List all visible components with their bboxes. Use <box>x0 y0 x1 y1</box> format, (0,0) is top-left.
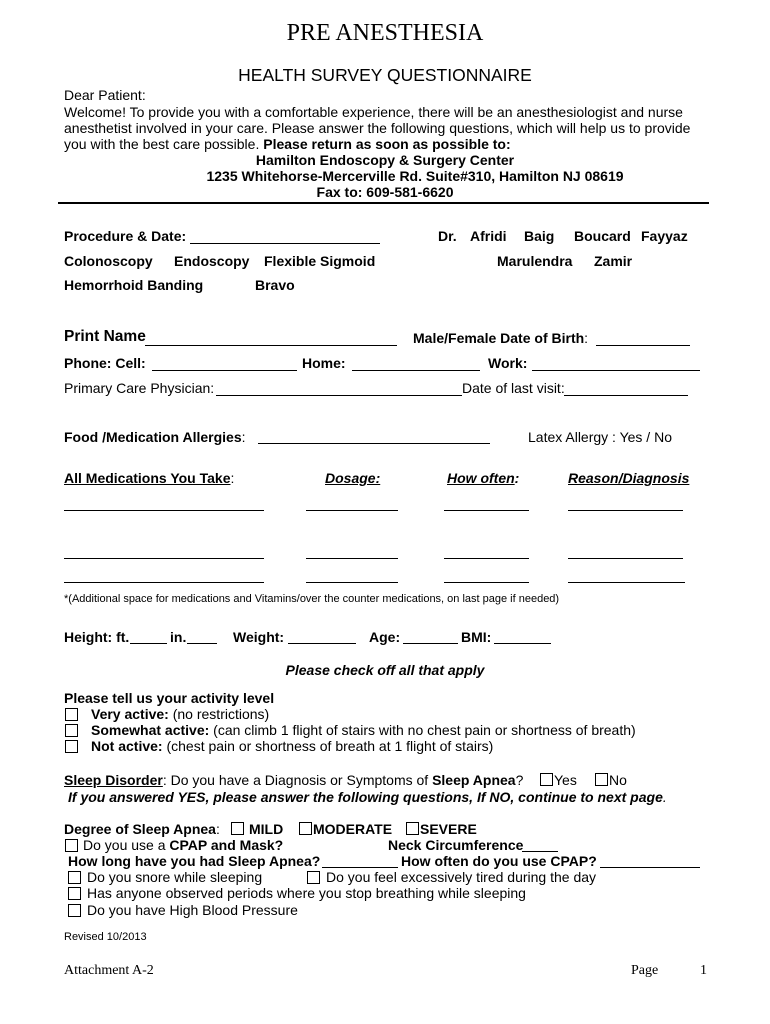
work-phone-label: Work: <box>488 355 528 371</box>
how-long-label: How long have you had Sleep Apnea? <box>68 853 321 869</box>
moderate-checkbox[interactable] <box>299 822 312 835</box>
cpap-checkbox[interactable] <box>65 839 78 852</box>
center-address: 1235 Whitehorse-Mercerville Rd. Suite#310, Hamilton NJ 08619 <box>206 168 624 184</box>
intro-line-2: anesthetist involved in your care. Please answer the following questions, which will help us to provide <box>64 120 691 136</box>
age-label: Age: <box>369 629 401 645</box>
med-often-field[interactable] <box>444 582 529 583</box>
medications-note: *(Additional space for medications and Vitamins/over the counter medications, on last page if needed) <box>64 593 560 605</box>
activity-heading: Please tell us your activity level <box>64 690 275 706</box>
center-fax: Fax to: 609-581-6620 <box>316 184 454 200</box>
sleep-apnea-yes-label: Yes <box>554 772 577 788</box>
last-visit-field[interactable] <box>564 395 688 396</box>
neck-circumference-field[interactable] <box>522 851 558 852</box>
very-active-option: Very active: (no restrictions) <box>91 706 270 722</box>
doctor-marulendra[interactable]: Marulendra <box>497 253 573 269</box>
sleep-apnea-no-checkbox[interactable] <box>595 773 608 786</box>
doctor-boucard[interactable]: Boucard <box>574 228 631 244</box>
tired-checkbox[interactable] <box>307 871 320 884</box>
intro-line-3: you with the best care possible. Please return as soon as possible to: <box>64 136 511 152</box>
high-bp-checkbox[interactable] <box>68 904 81 917</box>
doctor-afridi[interactable]: Afridi <box>470 228 507 244</box>
snore-label: Do you snore while sleeping <box>87 869 263 885</box>
page-label: Page <box>631 963 659 978</box>
sleep-apnea-yes-checkbox[interactable] <box>540 773 553 786</box>
procedure-colonoscopy[interactable]: Colonoscopy <box>64 253 153 269</box>
med-dosage-field[interactable] <box>306 582 398 583</box>
procedure-date-field[interactable] <box>190 243 380 244</box>
somewhat-active-checkbox[interactable] <box>65 724 78 737</box>
weight-field[interactable] <box>288 643 356 644</box>
age-field[interactable] <box>403 643 458 644</box>
header-divider <box>58 202 709 204</box>
revised-date: Revised 10/2013 <box>64 931 147 943</box>
height-ft-label: Height: ft. <box>64 629 130 645</box>
med-dosage-field[interactable] <box>306 558 398 559</box>
home-phone-label: Home: <box>302 355 346 371</box>
how-often-cpap-label: How often do you use CPAP? <box>401 853 597 869</box>
how-long-field[interactable] <box>322 867 398 868</box>
stop-breathing-label: Has anyone observed periods where you stop breathing while sleeping <box>87 885 526 901</box>
med-reason-field[interactable] <box>568 558 683 559</box>
height-in-field[interactable] <box>187 643 217 644</box>
pcp-field[interactable] <box>216 395 462 396</box>
procedure-hemorrhoid-banding[interactable]: Hemorrhoid Banding <box>64 277 204 293</box>
work-phone-field[interactable] <box>532 370 700 371</box>
neck-circumference-label: Neck Circumference <box>388 837 524 853</box>
doctor-zamir[interactable]: Zamir <box>594 253 633 269</box>
doctor-fayyaz[interactable]: Fayyaz <box>641 228 688 244</box>
intro-line-1: Welcome! To provide you with a comfortable experience, there will be an anesthesiologist and nurse <box>64 104 683 120</box>
procedure-flexible-sigmoid[interactable]: Flexible Sigmoid <box>264 253 376 269</box>
tired-label: Do you feel excessively tired during the day <box>326 869 597 885</box>
home-phone-field[interactable] <box>352 370 480 371</box>
doctor-prefix: Dr. <box>438 228 457 244</box>
height-in-label: in. <box>170 629 187 645</box>
med-name-field[interactable] <box>64 582 264 583</box>
procedure-endoscopy[interactable]: Endoscopy <box>174 253 250 269</box>
very-active-checkbox[interactable] <box>65 708 78 721</box>
med-reason-field[interactable] <box>568 582 685 583</box>
procedure-date-label: Procedure & Date: <box>64 228 187 244</box>
med-col-often: How often: <box>447 470 520 486</box>
doctor-baig[interactable]: Baig <box>524 228 555 244</box>
pcp-label: Primary Care Physician: <box>64 380 215 396</box>
severe-label: SEVERE <box>420 821 477 837</box>
moderate-label: MODERATE <box>313 821 393 837</box>
allergies-field[interactable] <box>258 443 490 444</box>
print-name-field[interactable] <box>145 345 397 346</box>
not-active-option: Not active: (chest pain or shortness of breath at 1 flight of stairs) <box>91 738 494 754</box>
somewhat-active-option: Somewhat active: (can climb 1 flight of stairs with no chest pain or shortness of breath) <box>91 722 636 738</box>
snore-checkbox[interactable] <box>68 871 81 884</box>
center-name: Hamilton Endoscopy & Surgery Center <box>255 152 515 168</box>
bmi-field[interactable] <box>494 643 551 644</box>
med-name-field[interactable] <box>64 510 264 511</box>
checkoff-instruction: Please check off all that apply <box>285 662 485 678</box>
cpap-question: Do you use a CPAP and Mask? <box>83 837 284 853</box>
med-name-field[interactable] <box>64 558 264 559</box>
allergies-label: Food /Medication Allergies: <box>64 429 246 445</box>
not-active-checkbox[interactable] <box>65 740 78 753</box>
mild-label: MILD <box>249 821 284 837</box>
med-often-field[interactable] <box>444 510 529 511</box>
sex-dob-label: Male/Female Date of Birth: <box>413 330 589 346</box>
procedure-bravo[interactable]: Bravo <box>255 277 295 293</box>
page-number: 1 <box>700 963 707 978</box>
med-often-field[interactable] <box>444 558 529 559</box>
date-of-birth-field[interactable] <box>596 345 690 346</box>
latex-allergy[interactable]: Latex Allergy : Yes / No <box>528 429 672 445</box>
med-col-reason: Reason/Diagnosis <box>568 470 690 486</box>
stop-breathing-checkbox[interactable] <box>68 887 81 900</box>
med-col-dosage: Dosage: <box>325 470 381 486</box>
phone-cell-label: Phone: Cell: <box>64 355 146 371</box>
how-often-cpap-field[interactable] <box>600 867 700 868</box>
greeting: Dear Patient: <box>64 87 146 103</box>
med-col-take: All Medications You Take: <box>64 470 235 486</box>
sleep-instruction: If you answered YES, please answer the following questions, If NO, continue to next page. <box>68 789 667 805</box>
print-name-label: Print Name <box>64 328 146 345</box>
form-subtitle: HEALTH SURVEY QUESTIONNAIRE <box>238 65 532 85</box>
med-reason-field[interactable] <box>568 510 683 511</box>
height-ft-field[interactable] <box>130 643 167 644</box>
attachment-label: Attachment A-2 <box>64 963 154 978</box>
weight-label: Weight: <box>233 629 285 645</box>
cell-phone-field[interactable] <box>152 370 297 371</box>
sleep-apnea-no-label: No <box>609 772 627 788</box>
last-visit-label: Date of last visit: <box>462 380 565 396</box>
severe-checkbox[interactable] <box>406 822 419 835</box>
bmi-label: BMI: <box>461 629 492 645</box>
med-dosage-field[interactable] <box>306 510 398 511</box>
high-bp-label: Do you have High Blood Pressure <box>87 902 298 918</box>
form-title: PRE ANESTHESIA <box>286 20 484 46</box>
sleep-disorder-question: Sleep Disorder: Do you have a Diagnosis or Symptoms of Sleep Apnea? <box>64 772 524 788</box>
degree-label: Degree of Sleep Apnea: <box>64 821 220 837</box>
mild-checkbox[interactable] <box>231 822 244 835</box>
